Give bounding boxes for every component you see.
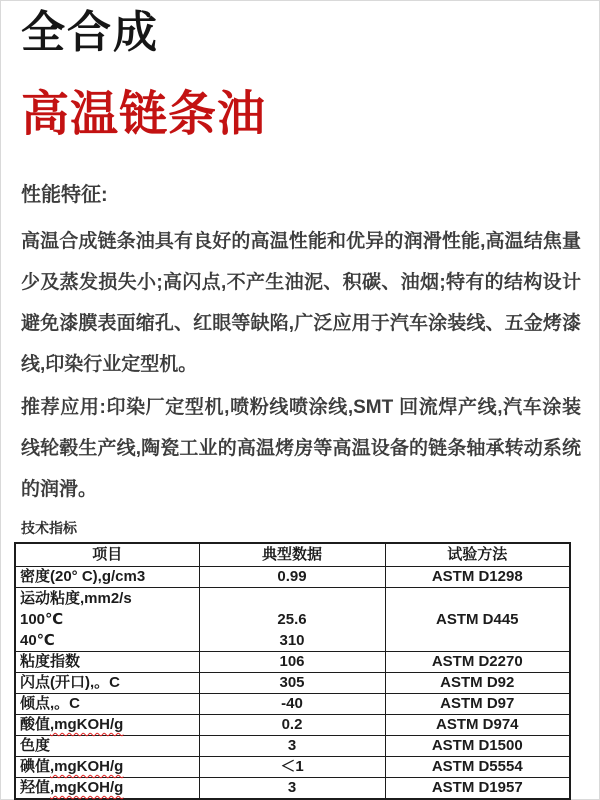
method-cell: ASTM D974 <box>385 715 570 736</box>
viscosity-100c-label: 100℃ <box>20 611 64 628</box>
column-header-test-method: 试验方法 <box>385 543 570 567</box>
value-cell: 3 <box>199 736 385 757</box>
item-cell: 色度 <box>15 736 199 757</box>
item-label: 羟值 <box>20 779 51 796</box>
spellcheck-flagged-text: ,mgKOH/g <box>50 758 124 775</box>
performance-paragraph: 高温合成链条油具有良好的高温性能和优异的润滑性能,高温结焦量少及蒸发损失小;高闪点,不产生油泥、积碳、油烟;特有的结构设计避免漆膜表面缩孔、红眼等缺陷,广泛应用于汽车涂装线、五金烤漆线,印染行业定型机。 <box>21 231 581 375</box>
spellcheck-flagged-text: ,mgKOH/g <box>50 716 124 733</box>
item-cell: 闪点(开口),。C <box>15 673 199 694</box>
item-cell: 密度(20° C),g/cm3 <box>15 567 199 588</box>
item-cell <box>15 778 199 800</box>
item-label: 碘值 <box>20 758 51 775</box>
viscosity-blank-line <box>200 588 385 609</box>
application-paragraph: 推荐应用:印染厂定型机,喷粉线喷涂线,SMT 回流焊产线,汽车涂装线轮毂生产线,陶瓷工业的高温烤房等高温设备的链条轴承转动系统的润滑。 <box>21 397 581 500</box>
table-row-iodine-value <box>15 757 570 778</box>
value-cell: ＜1 <box>199 757 385 778</box>
item-cell: 倾点,。C <box>15 694 199 715</box>
method-cell: ASTM D1298 <box>385 567 570 588</box>
value-cell: 0.2 <box>199 715 385 736</box>
table-row-hydroxyl-value <box>15 778 570 800</box>
table-row-pour-point <box>15 694 570 715</box>
table-row-flash-point <box>15 673 570 694</box>
column-header-typical-data: 典型数据 <box>199 543 385 567</box>
viscosity-40c-value: 310 <box>279 632 305 649</box>
viscosity-40c-label: 40℃ <box>20 632 55 649</box>
product-name-title: 高温链条油 <box>21 88 267 141</box>
item-cell <box>15 715 199 736</box>
table-row-acid-value <box>15 715 570 736</box>
item-cell: 粘度指数 <box>15 652 199 673</box>
method-cell: ASTM D1957 <box>385 778 570 800</box>
performance-heading: 性能特征: <box>21 184 108 206</box>
table-header-row <box>15 543 570 567</box>
value-cell <box>199 588 385 652</box>
item-cell <box>15 588 199 652</box>
spellcheck-flagged-text: ,mgKOH/g <box>50 779 124 796</box>
method-cell: ASTM D445 <box>385 588 570 652</box>
method-cell: ASTM D1500 <box>385 736 570 757</box>
item-label: 酸值 <box>20 716 51 733</box>
column-header-item: 项目 <box>15 543 199 567</box>
table-row-density <box>15 567 570 588</box>
table-row-color <box>15 736 570 757</box>
method-cell: ASTM D2270 <box>385 652 570 673</box>
method-cell: ASTM D97 <box>385 694 570 715</box>
value-cell: 0.99 <box>199 567 385 588</box>
value-cell: 106 <box>199 652 385 673</box>
viscosity-label: 运动粘度,mm2/s <box>20 590 132 607</box>
table-row-viscosity <box>15 588 570 652</box>
viscosity-100c-value: 25.6 <box>277 611 307 628</box>
method-cell: ASTM D92 <box>385 673 570 694</box>
method-cell: ASTM D5554 <box>385 757 570 778</box>
value-cell: -40 <box>199 694 385 715</box>
spec-table-caption: 技术指标 <box>21 520 77 536</box>
product-series-title: 全合成 <box>21 8 159 57</box>
item-cell <box>15 757 199 778</box>
value-cell: 305 <box>199 673 385 694</box>
table-row-viscosity-index <box>15 652 570 673</box>
value-cell: 3 <box>199 778 385 800</box>
spec-table <box>14 542 571 800</box>
